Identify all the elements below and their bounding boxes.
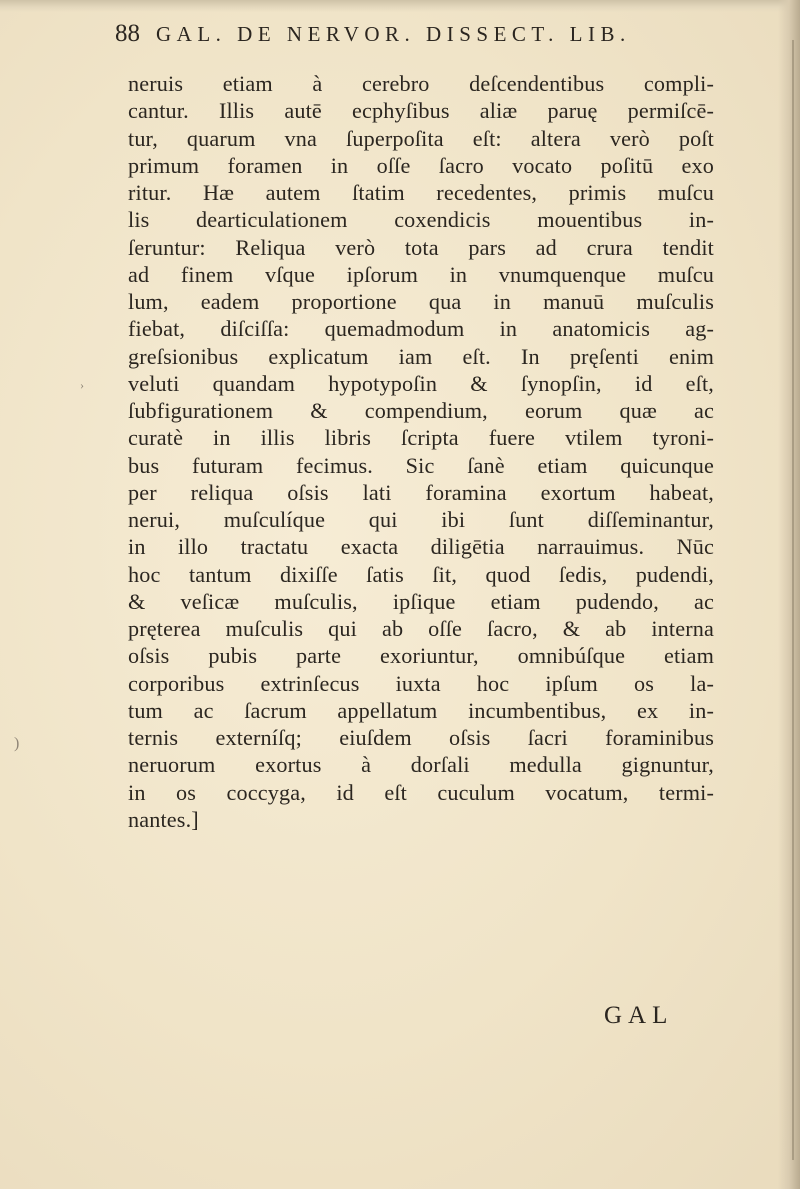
- text-line: ritur. Hæ autem ſtatim recedentes, primis muſcu: [128, 180, 714, 205]
- text-line: ad finem vſque ipſorum in vnumquenque muſcu: [128, 261, 714, 287]
- text-line: per reliqua oſsis lati foramina exortum habeat,: [128, 479, 714, 505]
- text-line: neruorum exortus à dorſali medulla gignuntur,: [128, 752, 714, 778]
- text-line: tum ac ſacrum appellatum incumbentibus, ex in-: [128, 697, 714, 723]
- page-edge-line: [792, 40, 794, 1160]
- text-line: primum foramen in oſſe ſacro vocato poſitū exo: [128, 152, 714, 178]
- text-line: bus futuram fecimus. Sic ſanè etiam quicunque: [128, 452, 714, 478]
- page-number: 88: [115, 20, 140, 47]
- text-line: greſsionibus explicatum iam eſt. In pręſenti enim: [128, 343, 714, 369]
- text-line: veluti quandam hypotypoſin & ſynopſin, id eſt,: [128, 370, 714, 396]
- text-line: oſsis pubis parte exoriuntur, omnibúſque etiam: [128, 643, 714, 669]
- text-line: hoc tantum dixiſſe ſatis ſit, quod ſedis, pudendi,: [128, 561, 714, 587]
- text-line: in illo tractatu exacta diligētia narrauimus. Nūc: [128, 534, 714, 560]
- text-line-last: nantes.]: [128, 806, 199, 832]
- text-line: & veſicæ muſculis, ipſique etiam pudendo, ac: [128, 588, 714, 614]
- page-gutter-shadow: [778, 0, 800, 1189]
- body-text: [128, 70, 714, 833]
- text-line: fiebat, diſciſſa: quemadmodum in anatomicis ag-: [128, 316, 714, 342]
- text-line: lum, eadem proportione qua in manuū muſculis: [128, 289, 714, 314]
- margin-tick-mark: ›: [80, 378, 84, 392]
- margin-bracket-mark: ): [14, 735, 20, 752]
- text-line: tur, quarum vna ſuperpoſita eſt: altera verò poſt: [128, 125, 714, 151]
- text-line: ſeruntur: Reliqua verò tota pars ad crura tendit: [128, 234, 714, 260]
- text-line: nerui, muſculíque qui ibi ſunt diſſeminantur,: [128, 507, 714, 532]
- running-head: [115, 20, 715, 60]
- text-line: neruis etiam à cerebro deſcendentibus compli-: [128, 71, 714, 96]
- catchword: GAL: [604, 1002, 674, 1029]
- text-line: in os coccyga, id eſt cuculum vocatum, termi-: [128, 779, 714, 805]
- text-line: ſubfigurationem & compendium, eorum quæ ac: [128, 398, 714, 423]
- text-line: pręterea muſculis qui ab oſſe ſacro, & ab interna: [128, 616, 714, 641]
- text-line: ternis externíſq; eiuſdem oſsis ſacri foraminibus: [128, 725, 714, 750]
- running-title: GAL. DE NERVOR. DISSECT. LIB.: [156, 22, 631, 46]
- text-line: lis dearticulationem coxendicis mouentibus in-: [128, 207, 714, 233]
- text-line: curatè in illis libris ſcripta fuere vtilem tyroni-: [128, 425, 714, 451]
- text-line: corporibus extrinſecus iuxta hoc ipſum os la-: [128, 670, 714, 696]
- page-top-edge: [0, 0, 800, 12]
- text-line: cantur. Illis autē ecphyſibus aliæ paruę permiſcē-: [128, 98, 714, 124]
